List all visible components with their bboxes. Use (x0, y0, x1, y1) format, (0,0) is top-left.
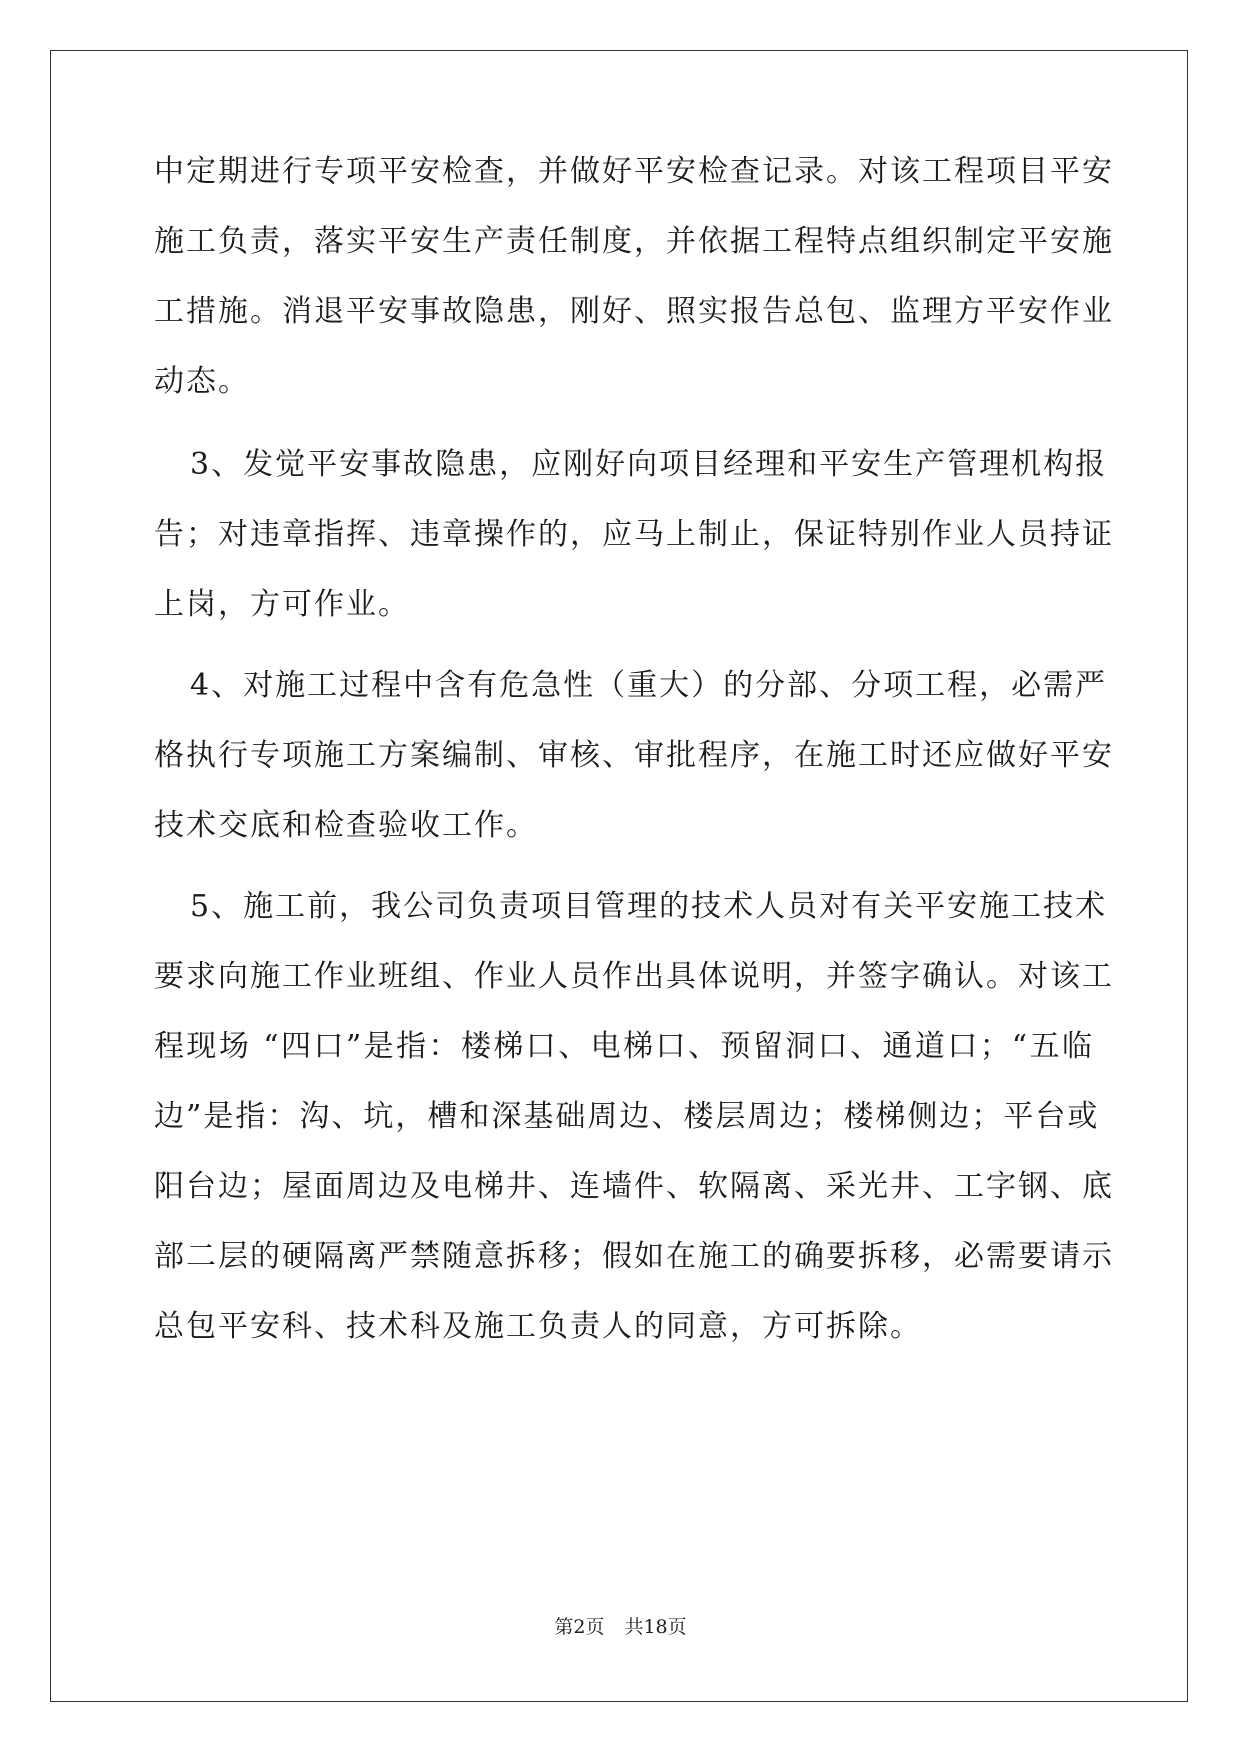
text-line: 中定期进行专项平安检查，并做好平安检查记录。对该工程项目平安 (154, 154, 1114, 189)
text-line: 总包平安科、技术科及施工负责人的同意，方可拆除。 (154, 1309, 922, 1344)
text-line: 上岗，方可作业。 (154, 587, 410, 622)
text-line: 格执行专项施工方案编制、审核、审批程序，在施工时还应做好平安 (154, 738, 1114, 773)
text-line: 工措施。消退平安事故隐患，刚好、照实报告总包、监理方平安作业 (154, 294, 1114, 329)
text-line: 程现场 “四口”是指：楼梯口、电梯口、预留洞口、通道口；“五临 (154, 1029, 1094, 1064)
text-line: 技术交底和检查验收工作。 (154, 808, 538, 843)
text-line: 施工负责，落实平安生产责任制度，并依据工程特点组织制定平安施 (154, 224, 1114, 259)
page-footer (0, 1615, 1241, 1639)
page-number: 第2页 (554, 1616, 605, 1638)
text-line: 阳台边；屋面周边及电梯井、连墙件、软隔离、采光井、工字钢、底 (154, 1169, 1114, 1204)
text-line: 部二层的硬隔离严禁随意拆移；假如在施工的确要拆移，必需要请示 (154, 1239, 1114, 1274)
page-total: 共18页 (624, 1616, 687, 1638)
paragraph-first-line: 4、对施工过程中含有危急性（重大）的分部、分项工程，必需严 (190, 668, 1108, 703)
paragraph-first-line: 3、发觉平安事故隐患，应刚好向项目经理和平安生产管理机构报 (190, 447, 1108, 482)
text-line: 动态。 (154, 364, 250, 399)
text-line: 边”是指：沟、坑，槽和深基础周边、楼层周边；楼梯侧边；平台或 (154, 1099, 1100, 1134)
text-line: 告；对违章指挥、违章操作的，应马上制止，保证特别作业人员持证 (154, 517, 1114, 552)
text-line: 要求向施工作业班组、作业人员作出具体说明，并签字确认。对该工 (154, 959, 1114, 994)
paragraph-first-line: 5、施工前，我公司负责项目管理的技术人员对有关平安施工技术 (190, 889, 1108, 924)
